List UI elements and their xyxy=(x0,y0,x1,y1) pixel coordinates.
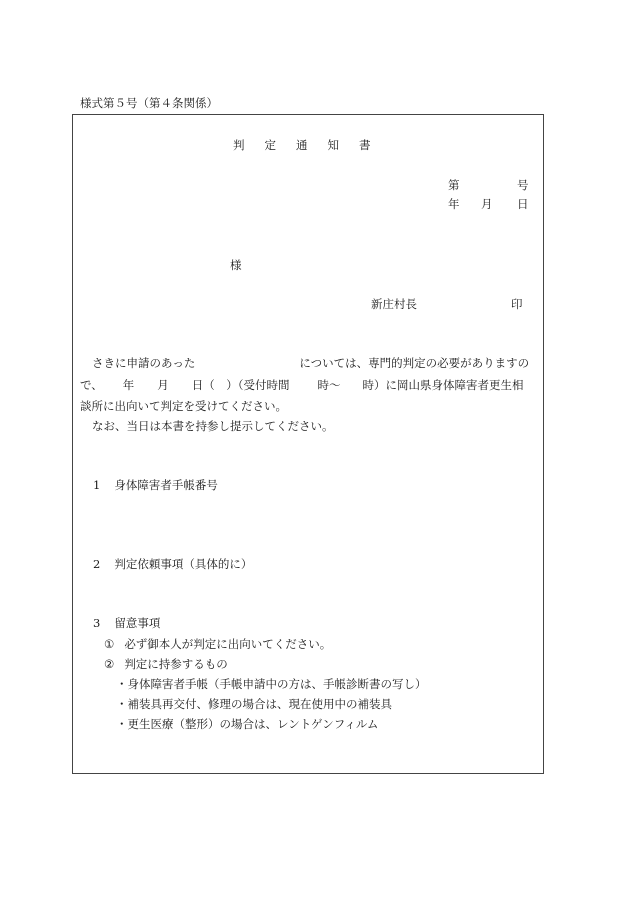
title-char: 知 xyxy=(327,138,339,152)
body-text: 日（ ）（受付時間 xyxy=(191,378,290,392)
body-text: 月 xyxy=(157,378,169,392)
item-3 xyxy=(93,618,160,630)
date-month-label: 月 xyxy=(481,197,493,211)
body-line-1 xyxy=(80,358,529,370)
item-label: 留意事項 xyxy=(114,616,161,630)
body-line-2 xyxy=(80,380,524,392)
title-char: 通 xyxy=(296,138,308,152)
body-text: 時）に岡山県身体障害者更生相 xyxy=(362,378,524,392)
item-number: 2 xyxy=(93,557,101,571)
bullet-item: ・更生医療（整形）の場合は、レントゲンフィルム xyxy=(116,717,379,731)
body-text: 時～ xyxy=(317,378,341,392)
seal-mark: 印 xyxy=(511,297,523,311)
body-text: なお、当日は本書を持参し提示してください。 xyxy=(92,419,334,433)
document-frame xyxy=(72,114,544,774)
body-line-4 xyxy=(80,421,334,433)
body-text: 年 xyxy=(122,378,135,392)
body-text: さきに申請のあった xyxy=(92,356,196,370)
item-number: 3 xyxy=(93,616,101,630)
date-year-label: 年 xyxy=(448,197,460,211)
form-number: 様式第５号（第４条関係） xyxy=(80,96,218,110)
title-char: 判 xyxy=(233,138,245,152)
document-go-label: 号 xyxy=(517,178,529,192)
item-2 xyxy=(93,559,252,571)
bullet-item: ・身体障害者手帳（手帳申請中の方は、手帳診断書の写し） xyxy=(116,677,427,691)
body-line-3: 談所に出向いて判定を受けてください。 xyxy=(80,399,287,413)
body-text: で、 xyxy=(80,378,103,392)
document-no-label: 第 xyxy=(448,178,460,192)
note-text: 必ず御本人が判定に出向いてください。 xyxy=(124,637,332,651)
item-label: 身体障害者手帳番号 xyxy=(114,478,218,492)
body-text: については、専門的判定の必要がありますの xyxy=(299,356,530,370)
date-day-label: 日 xyxy=(517,197,529,211)
document-title xyxy=(233,140,371,152)
note-2 xyxy=(104,659,228,671)
item-number: 1 xyxy=(93,478,101,492)
note-1 xyxy=(104,639,331,651)
bullet-item: ・補装具再交付、修理の場合は、現在使用中の補装具 xyxy=(116,697,392,711)
note-number: ① xyxy=(104,637,115,651)
note-number: ② xyxy=(104,657,115,671)
note-text: 判定に持参するもの xyxy=(124,657,228,671)
issuer-name: 新庄村長 xyxy=(371,297,417,311)
addressee-suffix: 様 xyxy=(230,258,242,272)
item-1 xyxy=(93,480,218,492)
item-label: 判定依頼事項（具体的に） xyxy=(114,557,253,571)
title-char: 定 xyxy=(264,138,276,152)
title-char: 書 xyxy=(359,138,371,152)
